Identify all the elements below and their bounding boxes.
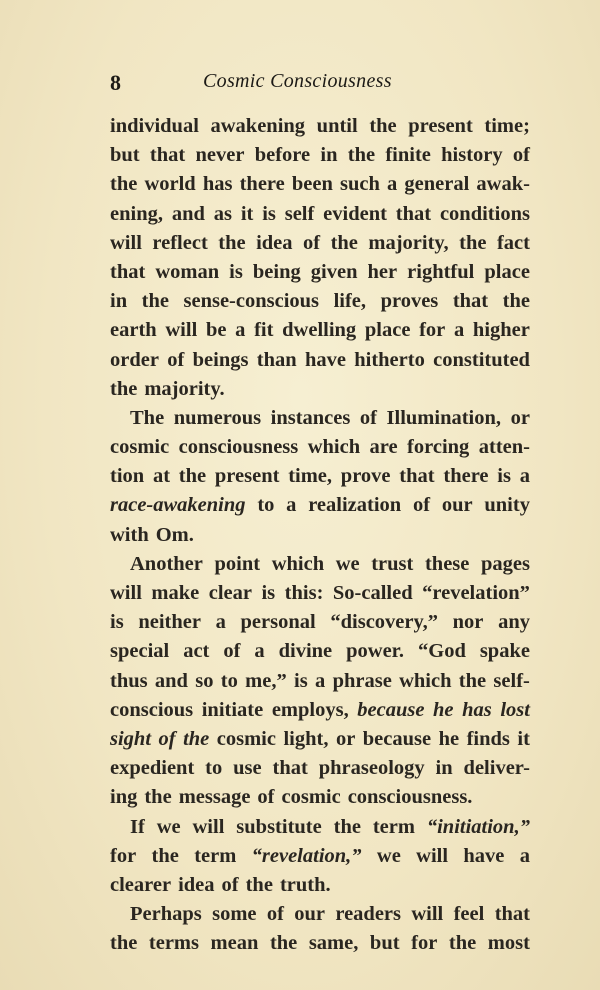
text-line	[110, 550, 530, 579]
word: which	[307, 436, 361, 459]
text-line	[110, 287, 530, 316]
word: which	[271, 552, 325, 575]
text-line	[110, 637, 530, 666]
text-line	[110, 316, 530, 345]
word: the	[459, 231, 487, 254]
word: personal	[240, 611, 316, 634]
italic-word: race-awakening	[110, 494, 246, 517]
word: the	[218, 231, 246, 254]
word: the	[502, 290, 530, 313]
word: of	[412, 494, 431, 517]
word: awakening	[210, 115, 306, 137]
running-title: Cosmic Consciousness	[203, 70, 392, 92]
word: or	[335, 727, 356, 750]
word: there	[443, 465, 489, 488]
word: never	[195, 144, 245, 167]
text-line	[110, 200, 530, 229]
word: Om.	[155, 523, 194, 546]
word: a	[286, 494, 297, 517]
text-line	[110, 170, 530, 199]
word: but	[110, 144, 140, 167]
word: these	[424, 552, 470, 575]
word: that	[399, 465, 435, 488]
word: present	[408, 115, 473, 137]
word: same,	[308, 932, 359, 955]
word: woman	[155, 260, 220, 283]
word: make	[151, 582, 200, 604]
word: the	[330, 231, 358, 254]
word: we	[376, 844, 401, 867]
page-header	[110, 70, 530, 100]
word: we	[156, 815, 181, 838]
text-line	[110, 141, 530, 170]
word: mean	[210, 932, 259, 955]
word: beings	[192, 348, 249, 371]
text-line	[110, 725, 530, 754]
word: is	[262, 202, 276, 225]
word: our	[294, 903, 326, 926]
word: for	[110, 844, 137, 867]
word: conditions	[439, 202, 530, 225]
word: divine	[278, 640, 333, 663]
text-line	[110, 112, 530, 141]
word: ing	[110, 786, 138, 809]
text-line	[110, 375, 530, 404]
page-number: 8	[110, 70, 121, 95]
word: sense-conscious	[183, 290, 320, 313]
word: forcing	[407, 436, 470, 459]
word: such	[340, 173, 380, 196]
word: hitherto	[354, 348, 425, 371]
text-line	[110, 433, 530, 462]
word: has	[202, 173, 233, 196]
text-line	[110, 900, 530, 929]
word: been	[291, 173, 333, 196]
italic-word: the	[183, 727, 210, 750]
word: are	[369, 436, 398, 459]
text-line	[110, 462, 530, 491]
word: we	[335, 552, 360, 575]
word: in	[110, 290, 128, 313]
italic-word: “revelation,”	[251, 844, 362, 867]
word: in	[435, 757, 453, 780]
italic-word: because	[357, 698, 425, 721]
word: terms	[148, 932, 199, 955]
text-line	[110, 491, 530, 520]
word: with	[110, 523, 149, 546]
text-line	[110, 696, 530, 725]
word: clear	[208, 582, 252, 604]
word: the	[245, 873, 273, 896]
word: is	[261, 582, 276, 604]
word: tion	[110, 465, 145, 488]
word: unity	[484, 494, 530, 517]
word: time,	[288, 465, 333, 488]
word: he	[438, 727, 460, 750]
word: most	[487, 932, 530, 955]
word: deliver-	[463, 757, 530, 780]
word: spake	[479, 640, 530, 663]
word: the	[347, 144, 376, 167]
word: is	[110, 611, 124, 634]
word: individual	[110, 115, 199, 137]
italic-word: has	[462, 698, 492, 721]
word: truth.	[279, 873, 331, 896]
word: Illumination,	[386, 406, 502, 429]
word: message	[178, 786, 251, 809]
text-line	[110, 871, 530, 900]
word: rightful	[407, 260, 475, 283]
word: in	[320, 144, 338, 167]
word: expedient	[110, 757, 195, 780]
word: place	[484, 260, 530, 283]
italic-word: sight	[110, 727, 152, 750]
word: instances	[270, 406, 351, 429]
word: prove	[340, 465, 391, 488]
word: If	[130, 815, 145, 838]
word: finite	[385, 144, 431, 167]
italic-word: “initiation,”	[426, 815, 530, 838]
word: present	[214, 465, 280, 488]
word: the	[110, 173, 138, 196]
word: given	[310, 260, 358, 283]
word: and	[154, 669, 188, 692]
word: “God	[418, 640, 466, 663]
word: will	[416, 844, 449, 867]
word: it	[517, 727, 530, 750]
word: the	[144, 786, 172, 809]
word: the	[333, 815, 361, 838]
word: power.	[346, 640, 405, 663]
word: will	[411, 903, 444, 926]
word: the	[110, 377, 138, 400]
body-text	[110, 112, 530, 958]
word: have	[463, 844, 505, 867]
word: is	[294, 669, 308, 692]
word: majority,	[368, 231, 449, 254]
word: of	[221, 873, 239, 896]
word: because	[362, 727, 432, 750]
word: special	[110, 640, 170, 663]
word: self-	[493, 669, 530, 692]
word: proves	[380, 290, 439, 313]
word: neither	[138, 611, 201, 634]
word: a	[215, 611, 226, 634]
word: of	[512, 144, 530, 167]
word: a	[387, 173, 398, 196]
word: fact	[496, 231, 530, 254]
word: consciousness.	[347, 786, 473, 809]
word: phraseology	[318, 757, 425, 780]
text-line	[110, 346, 530, 375]
word: at	[152, 465, 171, 488]
word: higher	[472, 319, 530, 342]
word: for	[419, 319, 446, 342]
word: trust	[371, 552, 414, 575]
word: for	[411, 932, 438, 955]
word: of	[167, 348, 185, 371]
word: our	[441, 494, 473, 517]
word: evident	[323, 202, 387, 225]
word: to	[205, 757, 223, 780]
text-line	[110, 608, 530, 637]
word: of	[266, 903, 284, 926]
word: light,	[283, 727, 329, 750]
word: atten-	[478, 436, 530, 459]
word: cosmic	[281, 786, 341, 809]
word: the	[151, 844, 179, 867]
word: a	[453, 319, 465, 342]
word: point	[214, 552, 261, 575]
text-line	[110, 813, 530, 842]
word: phrase	[332, 669, 392, 692]
word: have	[304, 348, 346, 371]
word: of	[257, 786, 275, 809]
word: dwelling	[282, 319, 357, 342]
word: finds	[466, 727, 510, 750]
word: substitute	[236, 815, 322, 838]
word: will	[192, 815, 225, 838]
word: of	[223, 640, 241, 663]
word: majority.	[144, 377, 225, 400]
word: clearer	[110, 873, 172, 896]
word: any	[498, 611, 530, 634]
word: will	[110, 231, 142, 254]
word: being	[252, 260, 301, 283]
word: So-called	[332, 582, 413, 604]
word: The	[130, 406, 165, 429]
word: me,”	[245, 669, 287, 692]
word: as	[213, 202, 232, 225]
word: feel	[453, 903, 485, 926]
word: that	[395, 202, 432, 225]
word: this:	[284, 582, 324, 604]
word: the	[269, 932, 298, 955]
word: general	[404, 173, 470, 196]
word: use	[233, 757, 262, 780]
word: awak-	[476, 173, 530, 196]
text-line	[110, 229, 530, 258]
italic-word: of	[158, 727, 176, 750]
word: some	[212, 903, 257, 926]
text-line	[110, 667, 530, 696]
word: and	[171, 202, 205, 225]
word: or	[510, 406, 530, 429]
text-line	[110, 579, 530, 608]
italic-word: he	[433, 698, 454, 721]
word: a	[315, 669, 326, 692]
word: than	[256, 348, 297, 371]
word: that	[452, 290, 489, 313]
word: that	[110, 260, 146, 283]
word: nor	[452, 611, 484, 634]
word: numerous	[173, 406, 262, 429]
text-line	[110, 754, 530, 783]
word: initiate	[201, 698, 264, 721]
word: reflect	[152, 231, 208, 254]
text-line	[110, 929, 530, 958]
word: history	[441, 144, 503, 167]
word: cosmic	[216, 727, 276, 750]
word: “discovery,”	[330, 611, 438, 634]
word: her	[367, 260, 398, 283]
text-line	[110, 842, 530, 871]
word: earth	[110, 319, 157, 342]
word: the	[448, 932, 477, 955]
word: Another	[130, 552, 203, 575]
word: the	[369, 115, 397, 137]
word: will	[165, 319, 198, 342]
word: term	[372, 815, 415, 838]
word: fit	[254, 319, 274, 342]
text-line	[110, 783, 530, 812]
word: constituted	[433, 348, 530, 371]
word: consciousness	[178, 436, 299, 459]
word: the	[458, 669, 487, 692]
word: to	[220, 669, 238, 692]
word: a	[235, 319, 246, 342]
word: idea	[178, 873, 215, 896]
word: realization	[308, 494, 402, 517]
word: the	[110, 932, 138, 955]
word: self	[284, 202, 315, 225]
word: until	[316, 115, 358, 137]
word: to	[257, 494, 275, 517]
word: there	[239, 173, 285, 196]
word: conscious	[110, 698, 194, 721]
word: is	[229, 260, 243, 283]
word: “revelation”	[422, 582, 530, 604]
word: of	[359, 406, 377, 429]
word: world	[144, 173, 196, 196]
word: thus	[110, 669, 148, 692]
word: be	[205, 319, 227, 342]
word: Perhaps	[130, 903, 202, 926]
word: the	[141, 290, 169, 313]
word: of	[303, 231, 321, 254]
word: employs,	[271, 698, 349, 721]
word: place	[364, 319, 411, 342]
word: ening,	[110, 202, 163, 225]
word: it	[240, 202, 254, 225]
italic-word: lost	[500, 698, 530, 721]
word: a	[519, 844, 530, 867]
word: term	[194, 844, 237, 867]
word: idea	[256, 231, 293, 254]
word: a	[254, 640, 265, 663]
word: that	[272, 757, 308, 780]
word: act	[183, 640, 210, 663]
word: order	[110, 348, 159, 371]
word: that	[149, 144, 186, 167]
word: which	[399, 669, 452, 692]
text-line	[110, 521, 530, 550]
text-line	[110, 404, 530, 433]
word: readers	[335, 903, 402, 926]
word: cosmic	[110, 436, 170, 459]
word: the	[178, 465, 207, 488]
word: but	[369, 932, 400, 955]
text-line	[110, 258, 530, 287]
word: pages	[480, 552, 530, 575]
word: will	[110, 582, 142, 604]
word: a	[519, 465, 530, 488]
word: is	[497, 465, 511, 488]
word: life,	[333, 290, 367, 313]
word: before	[254, 144, 311, 167]
word: time;	[484, 115, 530, 137]
word: so	[195, 669, 214, 692]
word: that	[494, 903, 530, 926]
